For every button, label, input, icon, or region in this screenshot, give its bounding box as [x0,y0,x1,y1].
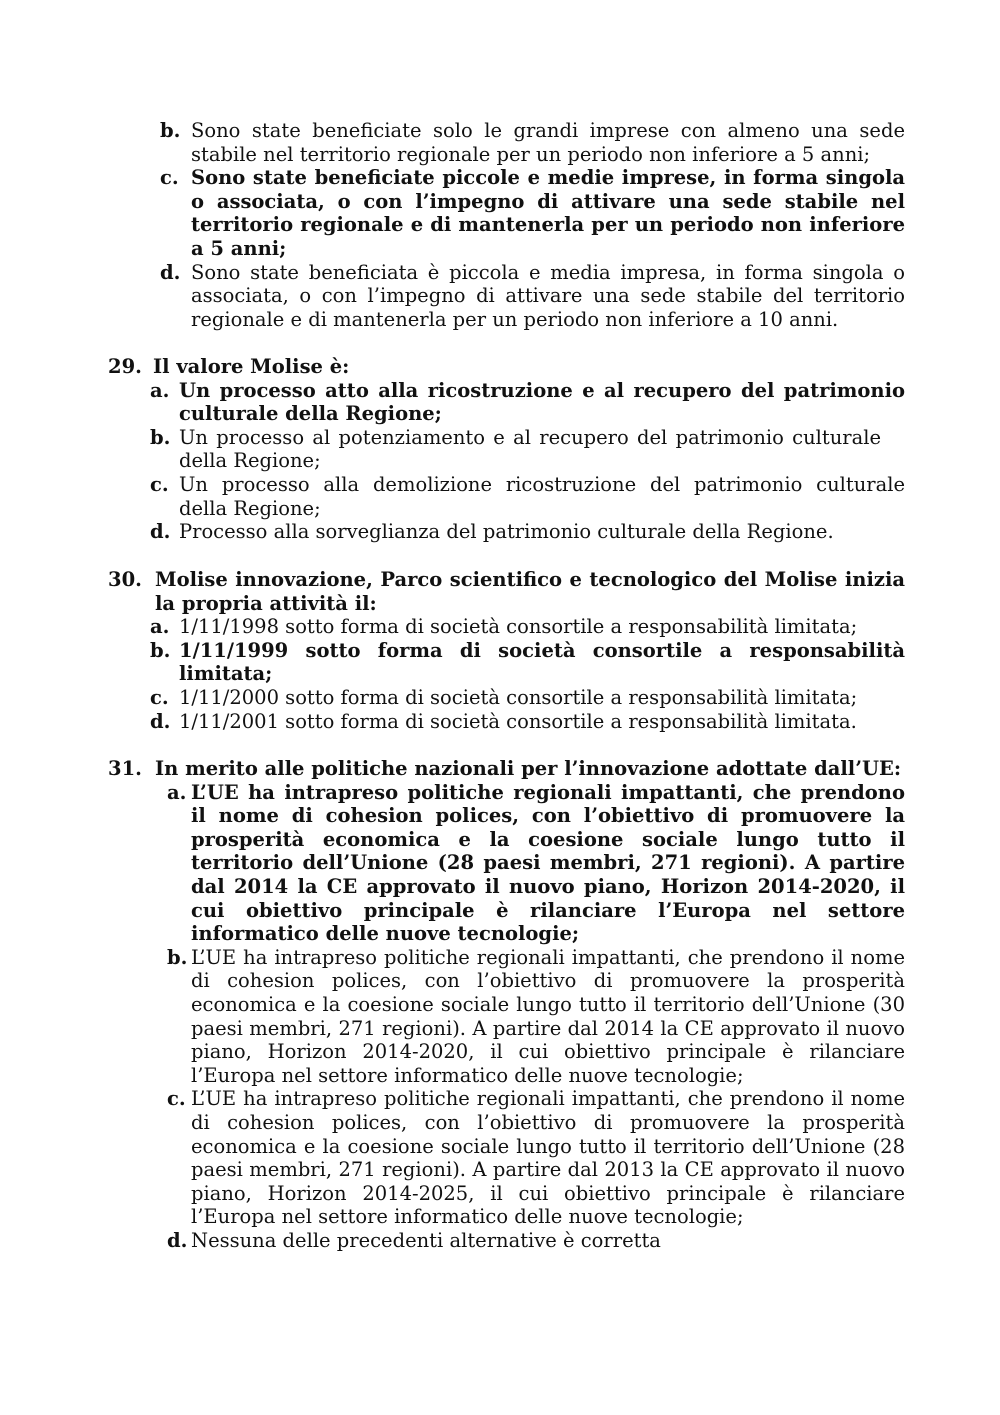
option-31-b [167,946,905,1088]
question-29-stem [108,355,905,379]
option-text: L’UE ha intrapreso politiche regionali impattanti, che prendono il nome di cohesion polices, con l’obiettivo di promuovere la prosperità economica e la coesione sociale lungo tutto il territorio dell’Unione (28 paesi membri, 271 regioni). A partire dal 2014 la CE approvato il nuovo piano, Horizon 2014-2020, il cui obiettivo principale è rilanciare l’Europa nel settore informatico delle nuove tecnologie; [191,780,905,946]
question-number: 31. [108,757,142,780]
option-text: Processo alla sorveglianza del patrimonio culturale della Regione. [179,520,834,544]
option-letter: c. [167,1087,186,1111]
option-letter: c. [150,685,169,709]
option-letter: d. [150,520,171,544]
option-30-b [150,639,905,686]
option-30-d [150,710,905,734]
option-30-a [150,615,905,639]
question-29-options [108,379,905,544]
option-letter: b. [150,638,171,662]
question-number: 30. [108,568,142,591]
option-text: L’UE ha intrapreso politiche regionali impattanti, che prendono il nome di cohesion polices, con l’obiettivo di promuovere la prosperità economica e la coesione sociale lungo tutto il territorio dell’Unione (28 paesi membri, 271 regioni). A partire dal 2013 la CE approvato il nuovo piano, Horizon 2014-2025, il cui obiettivo principale è rilanciare l’Europa nel settore informatico delle nuove tecnologie; [191,1087,905,1229]
option-text: 1/11/1998 sotto forma di società consortile a responsabilità limitata; [179,615,858,639]
option-29-a [150,379,905,426]
option-letter: c. [160,166,179,190]
option-letter: b. [167,945,188,969]
option-text: Sono state beneficiata è piccola e media impresa, in forma singola o associata, o con l’impegno di attivare una sede stabile del territorio regionale e di mantenerla per un periodo non inferiore a 10 anni. [191,260,905,331]
option-text: Un processo alla demolizione ricostruzione del patrimonio culturale della Regione; [179,472,905,520]
option-text: Sono state beneficiate piccole e medie imprese, in forma singola o associata, o con l’impegno di attivare una sede stabile nel territorio regionale e di mantenerla per un periodo non inferiore a 5 anni; [191,166,905,260]
option-29-b [150,426,905,473]
option-letter: b. [150,425,171,449]
option-letter: d. [167,1228,188,1252]
option-29-c [150,473,905,520]
option-text: Sono state beneficiate solo le grandi imprese con almeno una sede stabile nel territorio regionale per un periodo non inferiore a 5 anni; [191,119,905,166]
option-28-d [160,261,905,332]
option-letter: a. [150,378,170,402]
option-text: 1/11/1999 sotto forma di società consortile a responsabilità limitata; [179,638,905,686]
option-31-a [167,781,905,946]
question-28-options [160,119,905,331]
question-text: In merito alle politiche nazionali per l’innovazione adottate dall’UE: [155,757,902,780]
question-number: 29. [108,355,142,378]
option-31-c [167,1087,905,1229]
option-30-c [150,686,905,710]
question-text: Il valore Molise è: [153,355,350,378]
option-letter: a. [150,615,170,639]
option-text: Un processo al potenziamento e al recupero del patrimonio culturale della Regione; [179,425,881,473]
option-letter: c. [150,472,169,496]
option-letter: d. [160,260,181,284]
option-text: Un processo atto alla ricostruzione e al recupero del patrimonio culturale della Regione; [179,378,905,426]
option-28-c [160,166,905,260]
question-30-options [108,615,905,733]
question-30-stem [108,568,905,615]
question-30 [108,568,905,733]
option-text: Nessuna delle precedenti alternative è corretta [191,1228,661,1252]
option-28-b [160,119,905,166]
option-letter: a. [167,780,187,804]
question-31-stem [108,757,905,781]
question-29 [108,355,905,544]
question-31-options [108,781,905,1253]
question-text: Molise innovazione, Parco scientifico e tecnologico del Molise inizia la propria attività il: [155,568,905,615]
option-text: 1/11/2001 sotto forma di società consortile a responsabilità limitata. [179,709,857,733]
option-31-d [167,1229,905,1253]
option-letter: b. [160,119,181,142]
option-text: L’UE ha intrapreso politiche regionali impattanti, che prendono il nome di cohesion polices, con l’obiettivo di promuovere la prosperità economica e la coesione sociale lungo tutto il territorio dell’Unione (30 paesi membri, 271 regioni). A partire dal 2014 la CE approvato il nuovo piano, Horizon 2014-2020, il cui obiettivo principale è rilanciare l’Europa nel settore informatico delle nuove tecnologie; [191,945,905,1087]
option-29-d [150,520,905,544]
option-text: 1/11/2000 sotto forma di società consortile a responsabilità limitata; [179,685,858,709]
option-letter: d. [150,709,171,733]
question-31 [108,757,905,1252]
